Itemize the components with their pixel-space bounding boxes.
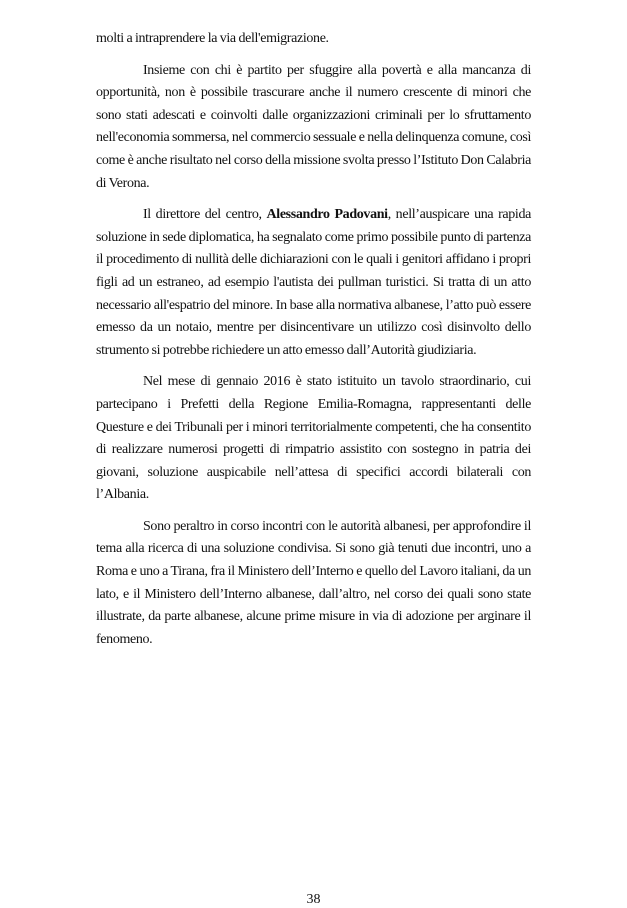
document-page: [96, 28, 531, 651]
paragraph-director-proposal: [96, 204, 531, 362]
paragraph-albanian-meetings: Sono peraltro in corso incontri con le autorità albanesi, per approfondire il tema alla ricerca di una soluzione condivisa. Si sono già tenuti due incontri, uno a Roma e uno a Tirana, fra il Ministero dell’Interno e quello del Lavoro italiani, da un lato, e il Ministero dell’Interno albanese, dall’altro, nel corso dei quali sono state illustrate, da parte albanese, alcune prime misure in via di adozione per arginare il fenomeno.: [96, 518, 531, 647]
paragraph-rest-text: , nell’auspicare una rapida soluzione in sede diplomatica, ha segnalato come primo possibile punto di partenza il procedimento di nullità delle dichiarazioni con le quali i genitori affidano i propri figli ad un estraneo, ad esempio l'autista dei pullman turistici. Si tratta di un atto necessario all'espatrio del minore. In base alla normativa albanese, l’atto può essere emesso da un notaio, mentre per disincentivare un utilizzo così disinvolto dello strumento si potrebbe richiedere un atto emesso dall’Autorità giudiziaria.: [96, 207, 531, 358]
paragraph-extraordinary-table: Nel mese di gennaio 2016 è stato istituito un tavolo straordinario, cui partecipano i Prefetti della Regione Emilia-Romagna, rappresentanti delle Questure e dei Tribunali per i minori territorialmente competenti, che ha consentito di realizzare numerosi progetti di rimpatrio assistito con sostegno in patria dei giovani, soluzione auspicabile nell’attesa di specifici accordi bilaterali con l’Albania.: [96, 374, 531, 503]
person-name-bold: Alessandro Padovani: [266, 207, 388, 223]
paragraph-lead-text: Il direttore del centro,: [143, 207, 267, 223]
paragraph-minors-exploitation: Insieme con chi è partito per sfuggire alla povertà e alla mancanza di opportunità, non è possibile trascurare anche il numero crescente di minori che sono stati adescati e coinvolti dalle organizzazioni criminali per lo sfruttamento nell'economia sommersa, nel commercio sessuale e nella delinquenza comune, così come è anche risultato nel corso della missione svolta presso l’Istituto Don Calabria di Verona.: [96, 62, 531, 191]
paragraph-continuation: molti a intraprendere la via dell'emigrazione.: [96, 31, 329, 46]
page-number: 38: [306, 892, 321, 907]
